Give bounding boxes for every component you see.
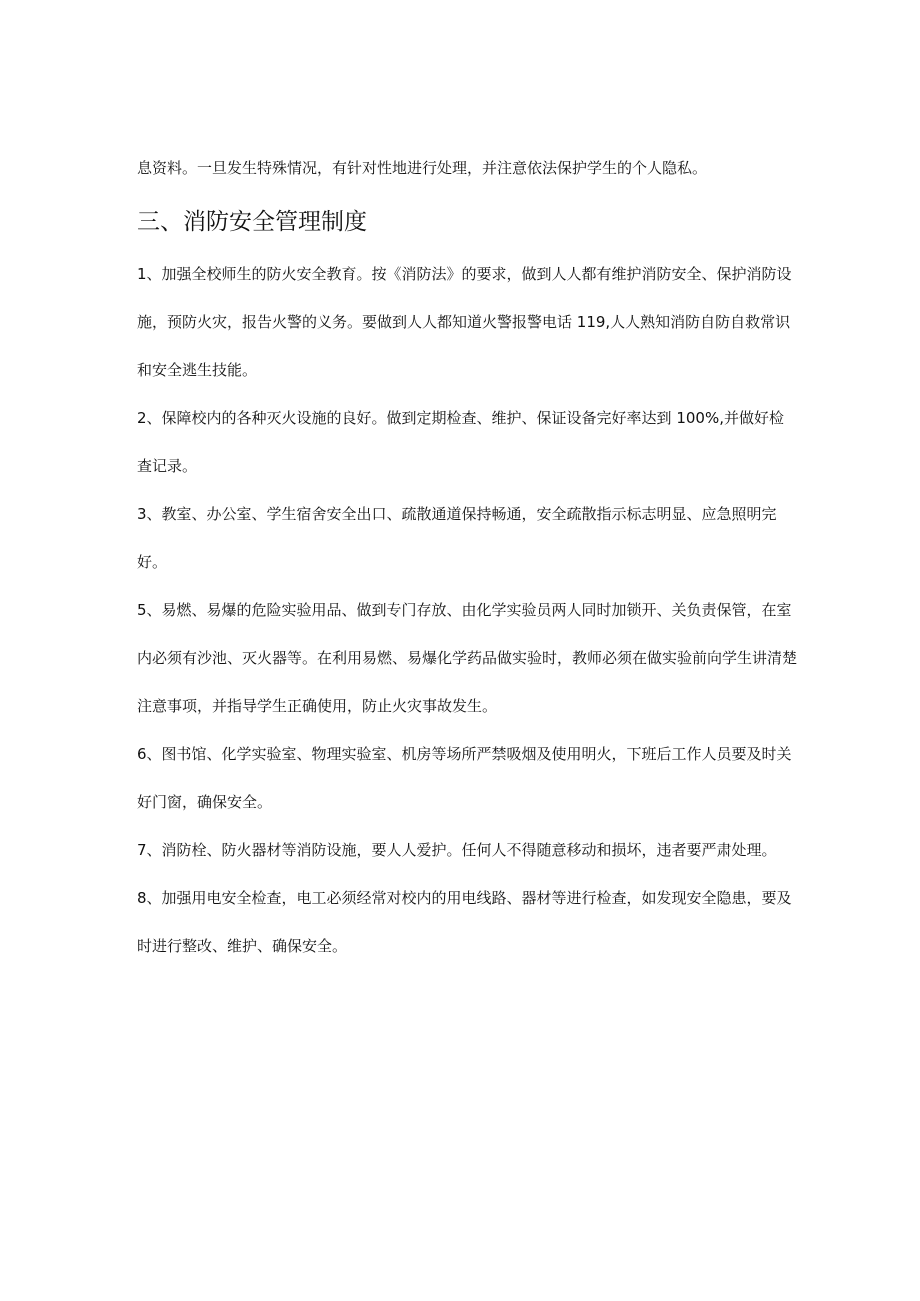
rule-item-7: 7、消防栓、防火器材等消防设施，要人人爱护。任何人不得随意移动和损坏，违者要严肃处理。 — [137, 841, 777, 859]
continuation-paragraph: 息资料。一旦发生特殊情况，有针对性地进行处理，并注意依法保护学生的个人隐私。 — [137, 159, 708, 177]
rule-item-6: 6、图书馆、化学实验室、物理实验室、机房等场所严禁吸烟及使用明火，下班后工作人员要及时关好门窗，确保安全。 — [137, 745, 792, 811]
document-body — [137, 152, 797, 970]
section-title: 三、消防安全管理制度 — [137, 209, 367, 235]
rule-item-3: 3、教室、办公室、学生宿舍安全出口、疏散通道保持畅通，安全疏散指示标志明显、应急照明完好。 — [137, 505, 777, 571]
rule-item-5: 5、易燃、易爆的危险实验用品、做到专门存放、由化学实验员两人同时加锁开、关负责保管，在室内必须有沙池、灭火器等。在利用易燃、易爆化学药品做实验时，教师必须在做实验前向学生讲清楚注意事项，并指导学生正确使用，防止火灾事故发生。 — [137, 601, 798, 715]
rule-item-8: 8、加强用电安全检查，电工必须经常对校内的用电线路、器材等进行检查，如发现安全隐患，要及时进行整改、维护、确保安全。 — [137, 889, 792, 955]
rule-item-1: 1、加强全校师生的防火安全教育。按《消防法》的要求，做到人人都有维护消防安全、保护消防设施，预防火灾，报告火警的义务。要做到人人都知道火警报警电话 119,人人熟知消防自防自救常识和安全逃生技能。 — [137, 265, 792, 379]
rule-item-2: 2、保障校内的各种灭火设施的良好。做到定期检查、维护、保证设备完好率达到 100%,并做好检查记录。 — [137, 409, 784, 475]
